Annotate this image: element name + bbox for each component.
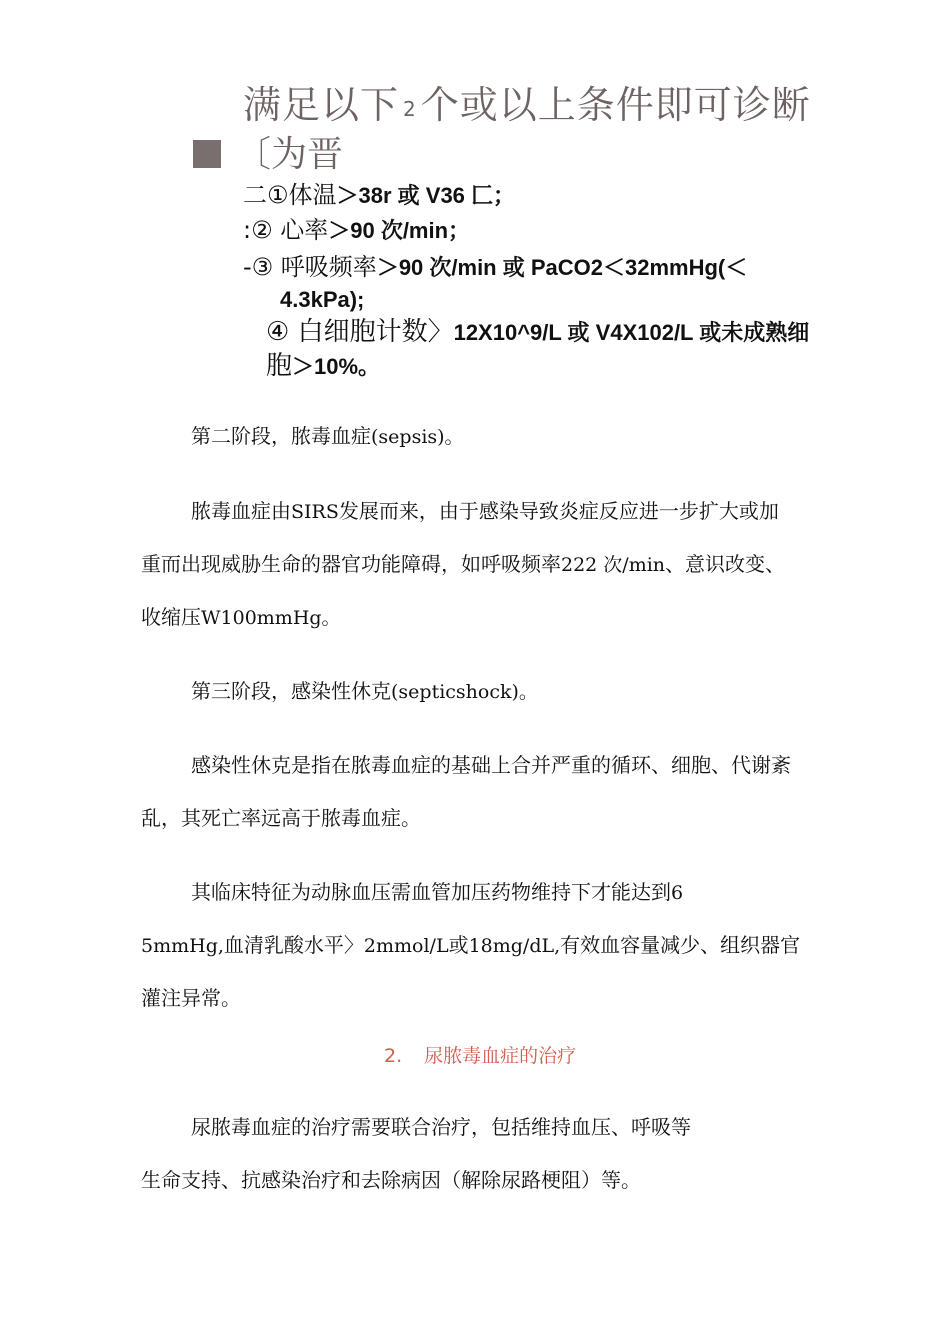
paragraph-clinical-line2 <box>141 931 800 960</box>
paragraph-sepsis-line3 <box>141 603 341 632</box>
text-run: 第三阶段，感染性休克 <box>191 679 391 703</box>
text-run: SIRS <box>291 501 339 523</box>
paragraph-clinical-line1 <box>191 878 683 907</box>
text-run: 第二阶段，脓毒血症 <box>191 424 371 448</box>
text-run: 2mmol/L <box>363 935 449 957</box>
text-run: 有效血容量减少、组织器官 <box>560 933 801 957</box>
criterion-value: ＞90 次/min 或 PaCO2＜32mmHg(＜ <box>376 255 748 280</box>
section-heading <box>384 1041 576 1068</box>
paragraph-sepsis-line2 <box>141 550 785 579</box>
paragraph-stage-two <box>191 422 464 451</box>
slide-title-number: 2 <box>403 97 417 121</box>
criterion-heart-rate <box>243 213 470 248</box>
square-bullet-icon <box>193 140 221 168</box>
criterion-label: ④ 白细胞计数〉 <box>266 317 454 347</box>
text-run: (sepsis)。 <box>371 426 464 448</box>
criterion-label: :② 心率 <box>243 216 329 244</box>
criterion-value: ＞90 次/min； <box>328 218 471 243</box>
paragraph-treatment-line2: 生命支持、抗感染治疗和去除病因（解除尿路梗阻）等。 <box>141 1168 641 1192</box>
text-run: 222 次/min <box>561 554 666 576</box>
slide-subtitle-text: 〔为晋 <box>235 134 344 175</box>
text-run: 重而出现威胁生命的器官功能障碍，如呼吸频率 <box>141 552 561 576</box>
criterion-value: ＞10%。 <box>292 354 381 379</box>
section-title: 尿脓毒血症的治疗 <box>424 1045 577 1067</box>
text-run: 6 <box>671 882 684 904</box>
text-run: W100mmHg。 <box>201 607 341 629</box>
criterion-value: 12X10^9/L 或 V4X102/L 或未成熟细 <box>453 320 810 345</box>
slide-title-part: 个或以上条件即可诊断 <box>420 83 811 127</box>
criterion-label: 二①体温 <box>243 181 337 209</box>
text-run: 脓毒血症由 <box>191 499 291 523</box>
text-run: 发展而来，由于感染导致炎症反应进一步扩大或加 <box>338 499 779 523</box>
paragraph-sepsis-line1 <box>191 497 779 526</box>
text-run: 5mmHg, <box>141 935 224 957</box>
text-run: 血清乳酸水平〉 <box>223 933 364 957</box>
slide-title <box>243 80 811 134</box>
slide-title-part: 满足以下 <box>243 83 400 127</box>
criterion-value: ＞38r 或 V36 匚； <box>336 183 516 208</box>
paragraph-stage-three <box>191 677 538 706</box>
criterion-label: 胞 <box>266 351 293 381</box>
text-run: 收缩压 <box>141 605 201 629</box>
slide-subtitle <box>193 130 343 180</box>
criterion-temperature <box>243 178 515 213</box>
text-run: (septicshock)。 <box>391 681 538 703</box>
section-number: 2. <box>384 1045 403 1067</box>
criterion-wbc-cont <box>266 349 380 384</box>
text-run: 18mg/dL, <box>468 935 561 957</box>
paragraph-shock-line1: 感染性休克是指在脓毒血症的基础上合并严重的循环、细胞、代谢紊 <box>191 753 791 777</box>
criterion-label: -③ 呼吸频率 <box>243 253 377 281</box>
paragraph-clinical-line3: 灌注异常。 <box>141 986 241 1010</box>
criterion-value: 4.3kPa); <box>280 287 365 312</box>
text-run: 或 <box>448 933 469 957</box>
paragraph-treatment-line1: 尿脓毒血症的治疗需要联合治疗，包括维持血压、呼吸等 <box>191 1115 691 1139</box>
text-run: 、意识改变、 <box>665 552 786 576</box>
criterion-respiratory-rate-cont <box>280 282 364 317</box>
text-run: 其临床特征为动脉血压需血管加压药物维持下才能达到 <box>191 880 671 904</box>
criterion-respiratory-rate <box>243 250 747 285</box>
criterion-wbc <box>266 315 809 350</box>
paragraph-shock-line2: 乱，其死亡率远高于脓毒血症。 <box>141 806 421 830</box>
